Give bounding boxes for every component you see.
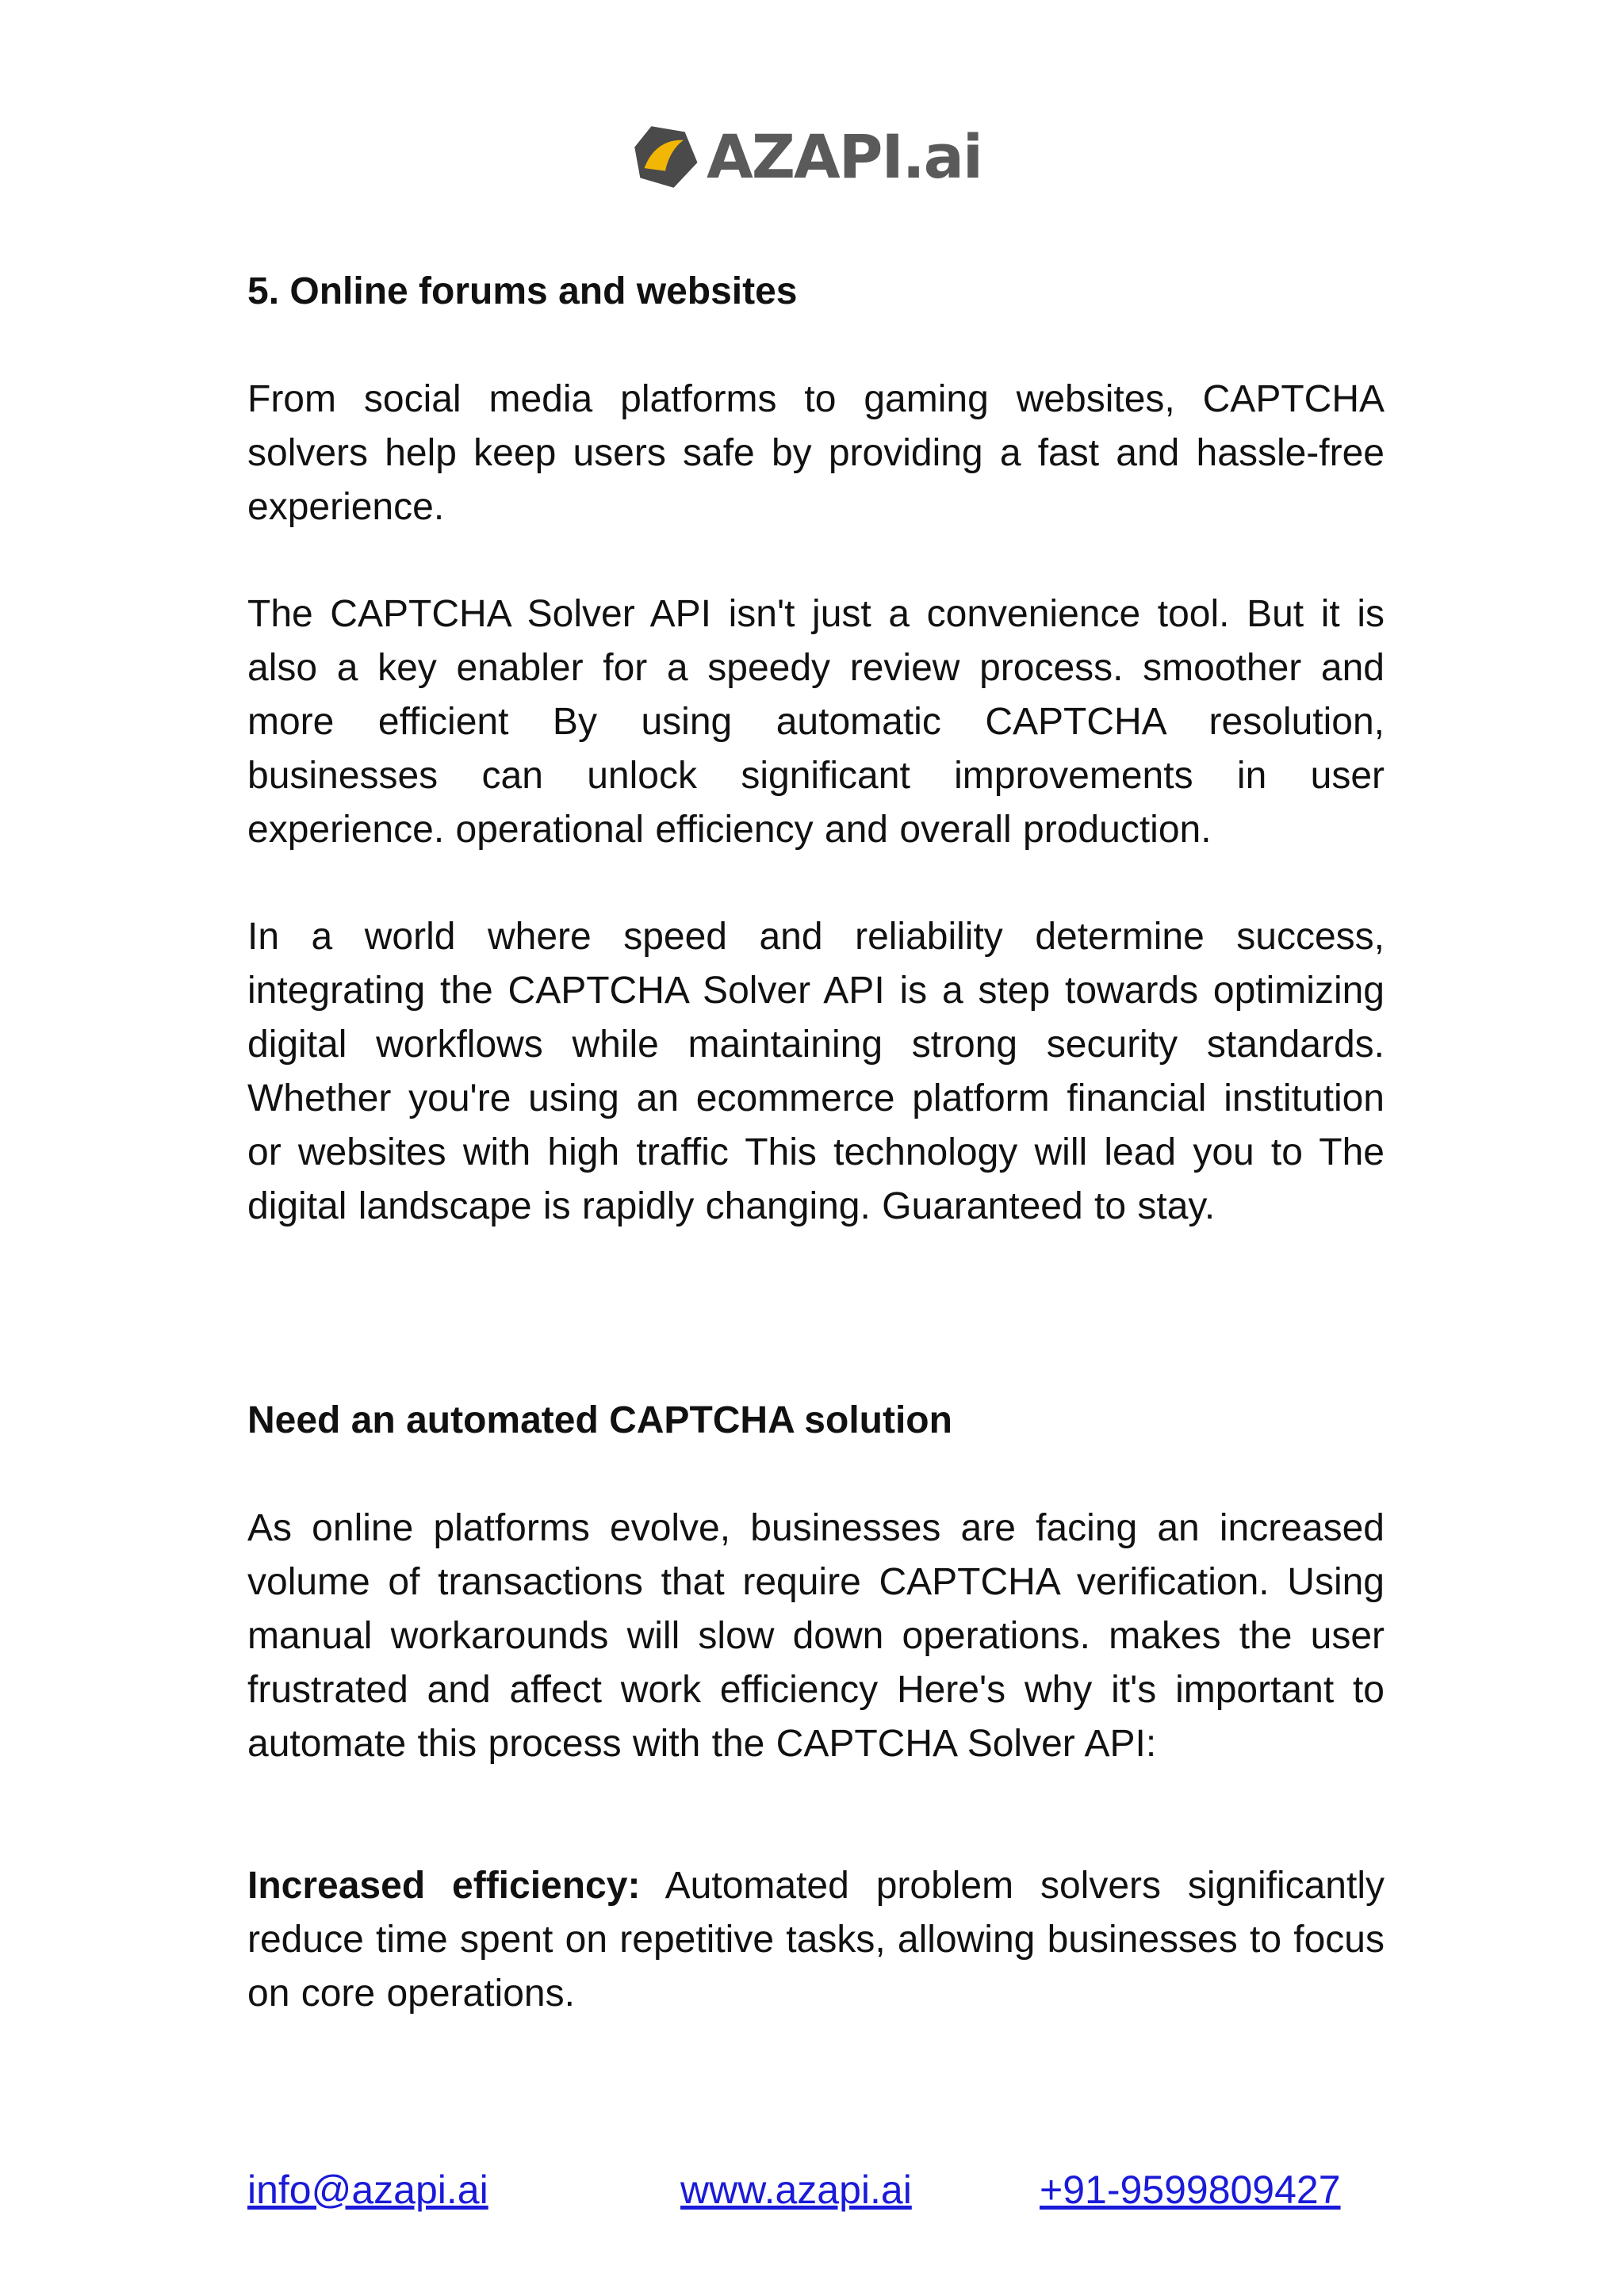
azapi-logo-icon: [630, 122, 700, 192]
paragraph-speed-reliability: In a world where speed and reliability determine success, integrating the CAPTCHA Solver API is a step towards optimizing digital workflows while maintaining strong security standards. Whether you're using an ecommerce platform financial institution or websites with high traffic This technology will lead you to The digital landscape is rapidly changing. Guaranteed to stay.: [247, 916, 1385, 1227]
section-heading-automated-solution: Need an automated CAPTCHA solution: [247, 1399, 952, 1441]
increased-efficiency-text: Automated problem solvers significantly reduce time spent on repetitive tasks, allowing businesses to focus on core operations.: [247, 1865, 1385, 2015]
azapi-logo: [630, 117, 982, 197]
increased-efficiency-label: Increased efficiency:: [247, 1865, 641, 1907]
section-heading-online-forums: 5. Online forums and websites: [247, 270, 798, 312]
footer-website-link[interactable]: www.azapi.ai: [680, 2168, 912, 2212]
footer-email-link[interactable]: info@azapi.ai: [247, 2168, 488, 2212]
paragraph-online-platforms: As online platforms evolve, businesses are facing an increased volume of transactions that require CAPTCHA verification. Using manual workarounds will slow down operations. makes the user frustrated and affect work efficiency Here's why it's important to automate this process with the CAPTCHA Solver API:: [247, 1507, 1385, 1765]
paragraph-social-media: From social media platforms to gaming websites, CAPTCHA solvers help keep users safe by providing a fast and hassle-free experience.: [247, 378, 1385, 528]
paragraph-increased-efficiency: [247, 1859, 1385, 2021]
footer-phone-link[interactable]: +91-9599809427: [1040, 2168, 1341, 2212]
paragraph-captcha-api-tool: The CAPTCHA Solver API isn't just a convenience tool. But it is also a key enabler for a speedy review process. smoother and more efficient By using automatic CAPTCHA resolution, businesses can unlock significant improvements in user experience. operational efficiency and overall production.: [247, 593, 1385, 851]
logo-text: AZAPI.ai: [707, 121, 982, 192]
